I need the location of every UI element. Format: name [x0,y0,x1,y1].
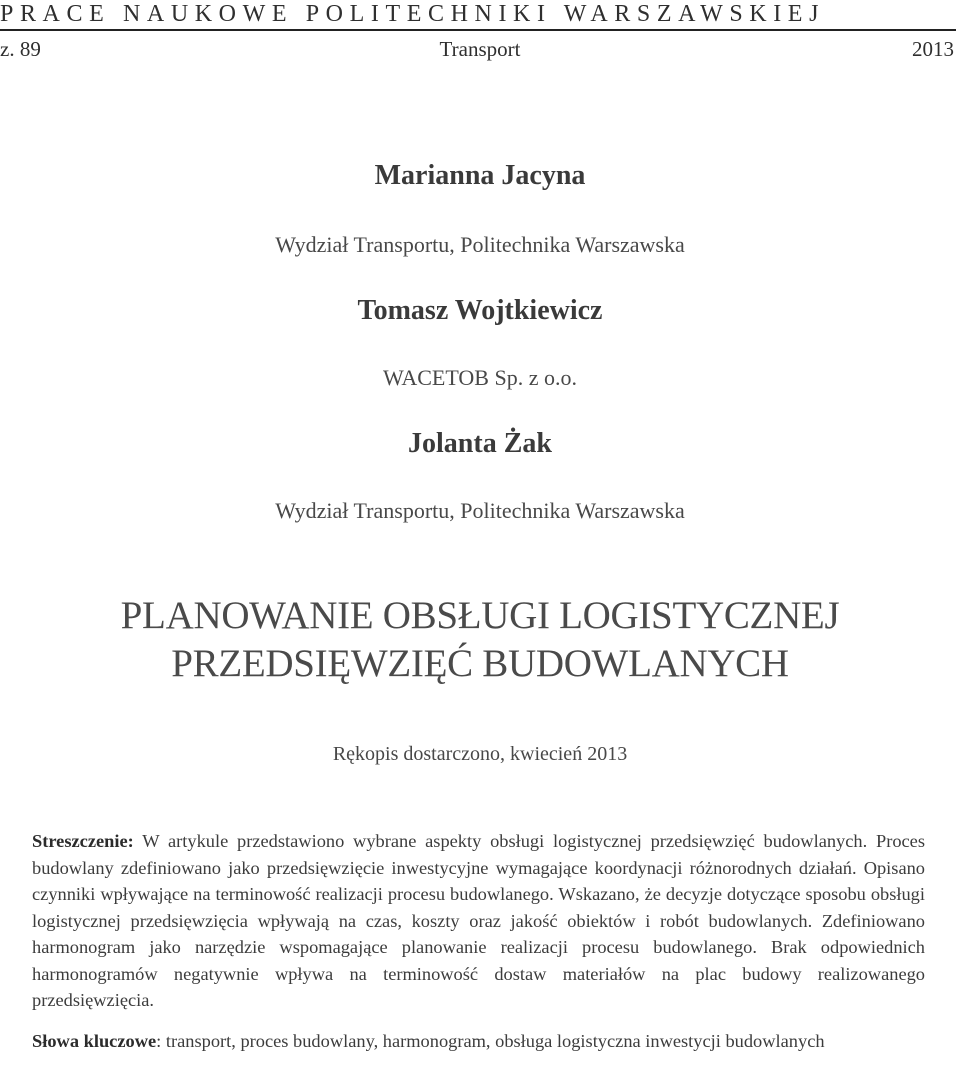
issue-year: 2013 [912,37,954,61]
abstract-label: Streszczenie: [32,831,134,851]
issue-line [0,35,960,65]
received-date: Rękopis dostarczono, kwiecień 2013 [332,743,628,765]
author-name: Tomasz Wojtkiewicz [357,295,603,326]
issue-number: z. 89 [0,37,41,61]
keywords-separator: : [156,1031,162,1051]
author-affiliation: Wydział Transportu, Politechnika Warszawska [275,498,685,523]
keywords-text: transport, proces budowlany, harmonogram, obsługa logistyczna inwestycji budowlanych [165,1031,825,1051]
abstract [32,828,925,1014]
keywords-label: Słowa kluczowe [32,1031,157,1051]
header-rule [0,29,956,31]
keywords [32,1028,925,1055]
author-name: Jolanta Żak [408,428,552,459]
series-name: Transport [439,37,521,61]
author-affiliation: WACETOB Sp. z o.o. [383,365,577,390]
abstract-text: W artykule przedstawiono wybrane aspekty obsługi logistycznej przedsięwzięć budowlanych. Proces budowlany zdefiniowano jako przedsięwzięcie inwestycyjne wymagające koordynacji różnorodnych działań. Opisano czynniki wpływające na terminowość realizacji procesu budowlanego. Wskazano, że decyzje dotyczące sposobu obsługi logistycznej przedsięwzięcia wpływają na czas, koszty oraz jakość obiektów i robót budowlanych. Zdefiniowano harmonogram jako narzędzie wspomagające planowanie realizacji procesu budowlanego. Brak odpowiednich harmonogramów negatywnie wpływa na terminowość dostaw materiałów na plac budowy realizowanego przedsięwzięcia. [32,831,926,1010]
paper-title-line-2: PRZEDSIĘWZIĘĆ BUDOWLANYCH [171,642,789,685]
author-name: Marianna Jacyna [374,160,586,191]
author-affiliation: Wydział Transportu, Politechnika Warszawska [275,232,685,257]
journal-header: PRACE NAUKOWE POLITECHNIKI WARSZAWSKIEJ [0,1,826,27]
paper-title-line-1: PLANOWANIE OBSŁUGI LOGISTYCZNEJ [120,594,840,637]
